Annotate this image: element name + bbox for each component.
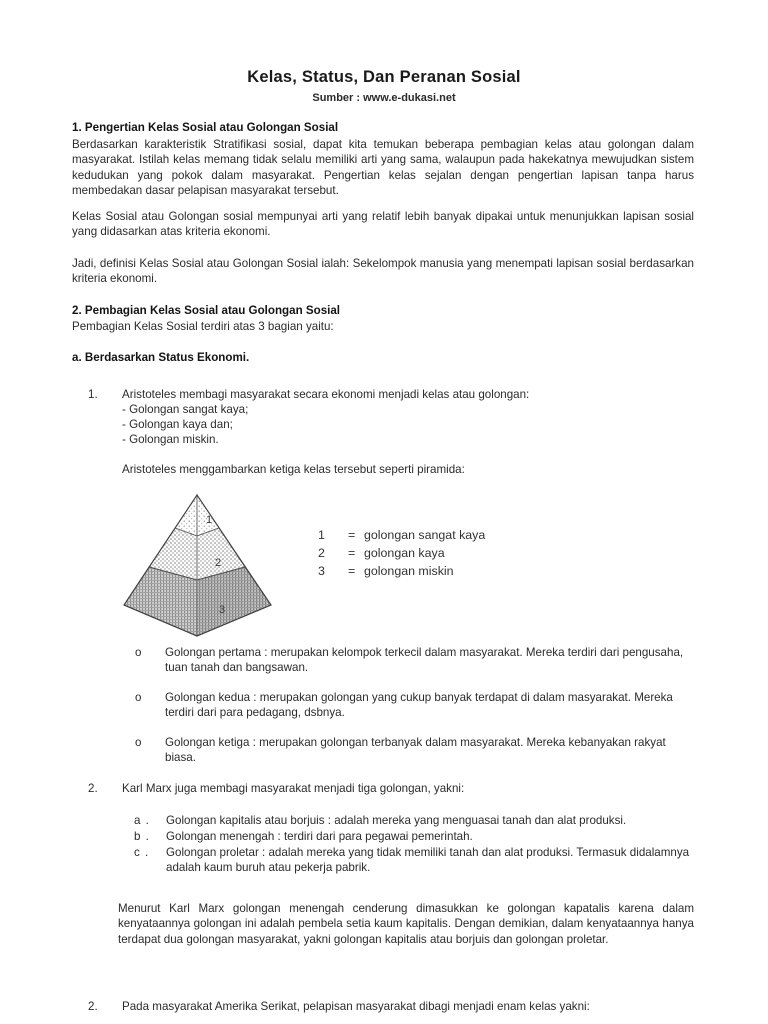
section-2-paragraph-1: Pembagian Kelas Sosial terdiri atas 3 bagian yaitu:: [72, 320, 334, 333]
pyramid-band-label-1: 1: [206, 514, 213, 526]
subitem-text: - Golongan kaya dan;: [122, 418, 233, 431]
aristoteles-figure-caption: [88, 462, 694, 477]
list-marker: 2.: [88, 1000, 98, 1013]
subitem-marker: c .: [134, 846, 150, 859]
list-item-lead: Pada masyarakat Amerika Serikat, pelapisan masyarakat dibagi menjadi enam kelas yakni:: [122, 1000, 590, 1013]
marx-subitem-c: [134, 845, 696, 876]
pyramid-svg: [118, 490, 288, 642]
section-2a-heading: a. Berdasarkan Status Ekonomi.: [72, 351, 250, 364]
marx-subitem-a: [134, 813, 696, 828]
bullet-text: Golongan kedua : merupakan golongan yang cukup banyak terdapat di dalam masyarakat. Mereka terdiri dari para pedagang, dsbnya.: [165, 691, 673, 720]
marx-subitem-b: [134, 829, 696, 844]
page-title: Kelas, Status, Dan Peranan Sosial: [247, 68, 521, 86]
pyramid-band-label-2: 2: [215, 557, 222, 569]
legend-number: 2: [318, 546, 325, 560]
legend-equals: =: [348, 564, 356, 578]
legend-equals: =: [348, 546, 356, 560]
subitem-text: - Golongan sangat kaya;: [122, 403, 249, 416]
bullet-marker: o: [135, 646, 142, 659]
document-source: Sumber : www.e-dukasi.net: [312, 92, 456, 104]
legend-label: golongan kaya: [364, 546, 445, 560]
subitem-text: Golongan kapitalis atau borjuis : adalah mereka yang menguasai tanah dan alat produksi.: [166, 814, 627, 827]
list-item-lead: Karl Marx juga membagi masyarakat menjadi tiga golongan, yakni:: [122, 782, 465, 795]
list-item-amerika-serikat: [88, 999, 694, 1014]
legend-row-1: [318, 526, 485, 544]
legend-equals: =: [348, 528, 356, 542]
legend-number: 3: [318, 564, 325, 578]
section-1-paragraph-1: Berdasarkan karakteristik Stratifikasi sosial, dapat kita temukan beberapa pembagian kelas atau golongan dalam masyarakat. Istilah kelas memang tidak selalu memiliki arti yang sama, walaupun pada hakekatnya mewujudkan sistem kedudukan yang pokok dalam masyarakat. Pengertian kelas sejalan dengan pengertian lapisan tanpa harus membedakan dasar pelapisan masyarakat tersebut.: [72, 138, 694, 197]
list-marker: 1.: [88, 388, 98, 401]
figure-caption-text: Aristoteles menggambarkan ketiga kelas tersebut seperti piramida:: [122, 463, 465, 476]
subitem-text: Golongan menengah : terdiri dari para pegawai pemerintah.: [166, 830, 473, 843]
marx-closing-paragraph: Menurut Karl Marx golongan menengah cenderung dimasukkan ke golongan kapatalis karena dalam kenyataannya golongan ini adalah pembela setia kaum kapitalis. Dengan demikian, dalam kenyataannya hanya terdapat dua golongan masyarakat, yakni golongan kapitalis atau borjuis dan golongan proletar.: [118, 902, 694, 946]
bullet-marker: o: [135, 736, 142, 749]
legend-label: golongan miskin: [364, 564, 454, 578]
aristoteles-subitem-1: [88, 402, 694, 417]
list-item-aristoteles: [88, 387, 694, 402]
bullet-marker: o: [135, 691, 142, 704]
subitem-text: - Golongan miskin.: [122, 433, 219, 446]
aristoteles-subitem-3: [88, 432, 694, 447]
legend-row-3: [318, 562, 485, 580]
list-item-karl-marx: [88, 781, 694, 796]
legend-row-2: [318, 544, 485, 562]
subitem-text: Golongan proletar : adalah mereka yang tidak memiliki tanah dan alat produksi. Termasuk didalamnya adalah kaum buruh atau pekerja pabrik.: [166, 846, 690, 875]
aristoteles-subitem-2: [88, 417, 694, 432]
subitem-marker: a .: [134, 814, 150, 827]
legend-number: 1: [318, 528, 325, 542]
section-1-heading: 1. Pengertian Kelas Sosial atau Golongan Sosial: [72, 121, 339, 134]
pyramid-legend: [318, 526, 485, 580]
legend-label: golongan sangat kaya: [364, 528, 486, 542]
bullet-text: Golongan ketiga : merupakan golongan terbanyak dalam masyarakat. Mereka kebanyakan rakyat biasa.: [165, 736, 666, 765]
subitem-marker: b .: [134, 830, 150, 843]
pyramid-band-label-3: 3: [219, 604, 226, 616]
pyramid-diagram: [118, 490, 288, 642]
list-marker: 2.: [88, 782, 98, 795]
bullet-golongan-ketiga: [135, 735, 695, 766]
bullet-golongan-pertama: [135, 645, 695, 676]
section-1-paragraph-3: Jadi, definisi Kelas Sosial atau Golongan Sosial ialah: Sekelompok manusia yang menempati lapisan sosial berdasarkan kriteria ekonomi.: [72, 257, 694, 286]
list-item-lead: Aristoteles membagi masyarakat secara ekonomi menjadi kelas atau golongan:: [122, 388, 530, 401]
section-2-heading: 2. Pembagian Kelas Sosial atau Golongan Sosial: [72, 304, 341, 317]
bullet-text: Golongan pertama : merupakan kelompok terkecil dalam masyarakat. Mereka terdiri dari pengusaha, tuan tanah dan bangsawan.: [165, 646, 684, 675]
bullet-golongan-kedua: [135, 690, 695, 721]
section-1-paragraph-2: Kelas Sosial atau Golongan sosial mempunyai arti yang relatif lebih banyak dipakai untuk menunjukkan lapisan sosial yang didasarkan atas kriteria ekonomi.: [72, 210, 694, 239]
